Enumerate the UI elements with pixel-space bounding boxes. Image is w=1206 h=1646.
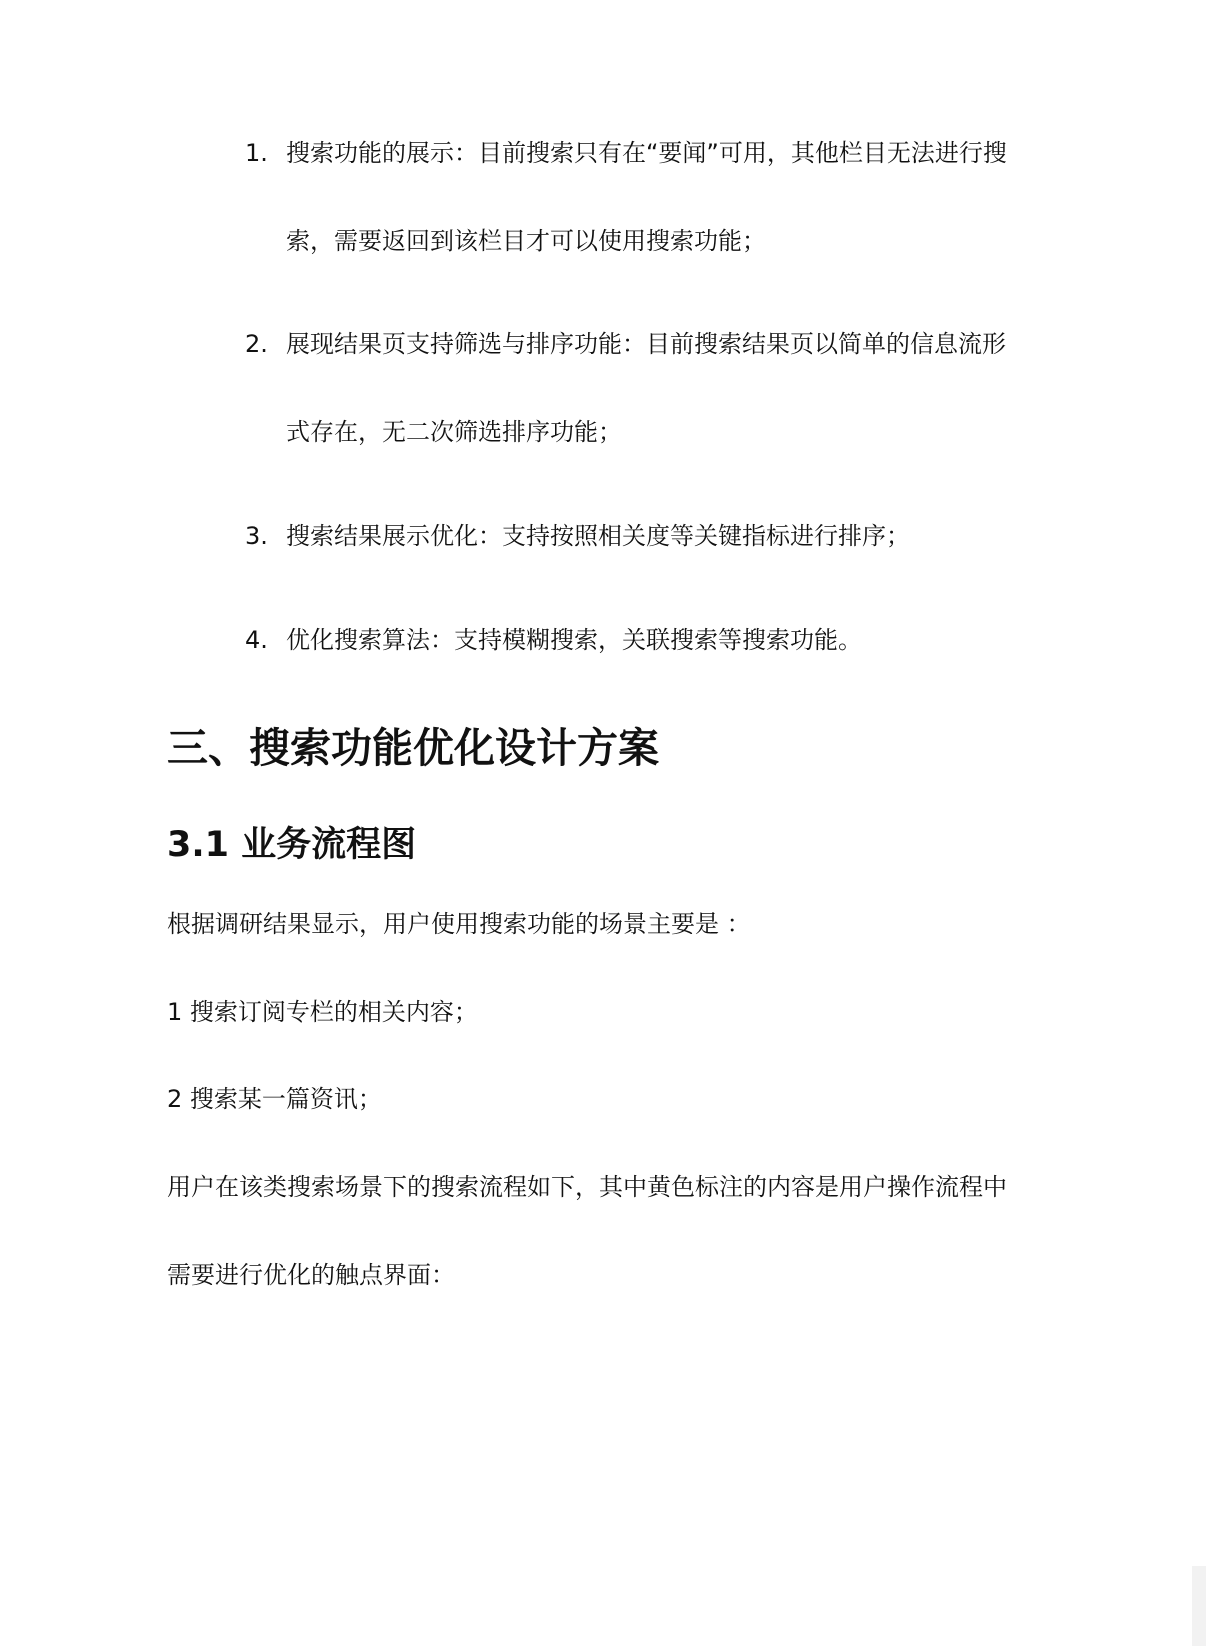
section-title: 三、搜索功能优化设计方案: [167, 724, 659, 772]
list-number: 4.: [245, 626, 268, 654]
page-edge-mark: [1192, 1566, 1206, 1646]
list-item-4: [245, 596, 1025, 684]
list-text: 搜索结果展示优化：支持按照相关度等关键指标进行排序；: [286, 522, 910, 550]
intro-paragraph: 根据调研结果显示，用户使用搜索功能的场景主要是 ：: [167, 910, 751, 938]
flow-description-paragraph: 用户在该类搜索场景下的搜索流程如下，其中黄色标注的内容是用户操作流程中需要进行优化的触点界面：: [167, 1173, 1007, 1289]
list-item-1: [245, 109, 1025, 285]
scenario-1-paragraph: 1 搜索订阅专栏的相关内容；: [167, 998, 478, 1026]
scenario-2-paragraph: 2 搜索某一篇资讯；: [167, 1085, 382, 1113]
list-text: 展现结果页支持筛选与排序功能：目前搜索结果页以简单的信息流形式存在，无二次筛选排序功能；: [286, 330, 1006, 446]
list-number: 3.: [245, 522, 268, 550]
list-text: 优化搜索算法：支持模糊搜索，关联搜索等搜索功能。: [286, 626, 862, 654]
list-number: 1.: [245, 139, 268, 167]
list-number: 2.: [245, 330, 268, 358]
list-text: 搜索功能的展示：目前搜索只有在“要闻”可用，其他栏目无法进行搜索，需要返回到该栏目才可以使用搜索功能；: [286, 139, 1007, 255]
list-item-3: [245, 492, 1025, 580]
list-item-2: [245, 300, 1025, 476]
subsection-title: 3.1 业务流程图: [167, 825, 417, 865]
